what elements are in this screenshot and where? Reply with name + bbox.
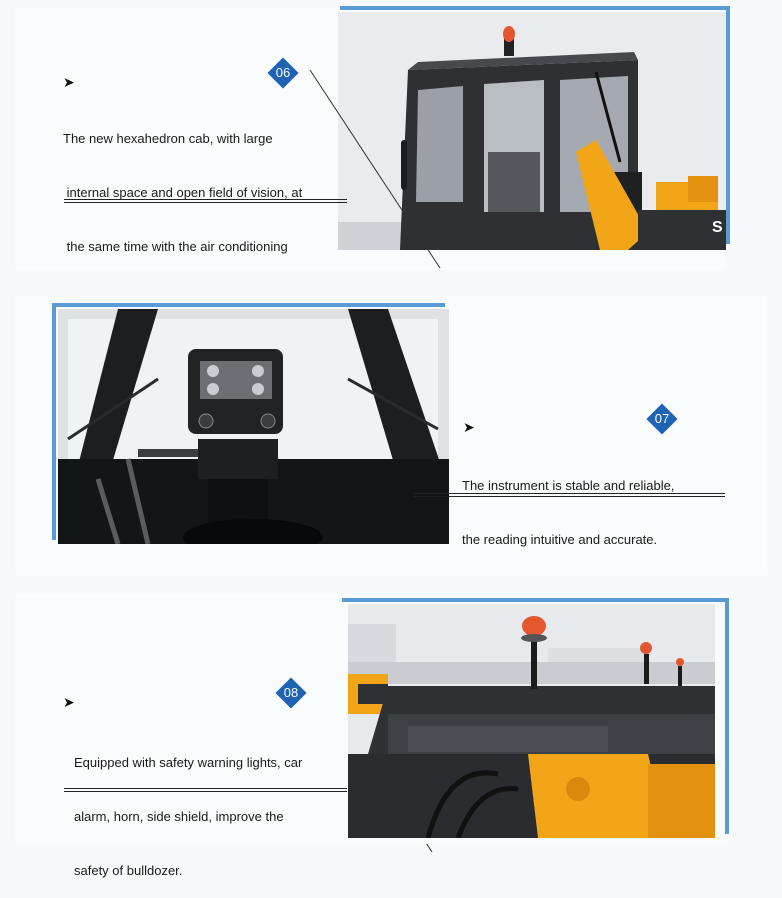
section-06-arrow-icon: ➤: [63, 74, 75, 90]
section-07-frame-left: [52, 303, 56, 540]
section-07-badge: [646, 403, 677, 434]
section-06-line-2: internal space and open field of vision, at: [63, 185, 303, 200]
section-08-description: [74, 718, 334, 898]
section-06-divider: [64, 199, 347, 203]
section-07-line-1: The instrument is stable and reliable,: [462, 478, 675, 493]
section-07-frame-top: [52, 303, 445, 307]
section-08-divider: [64, 788, 347, 792]
section-08-line-3: safety of bulldozer.: [74, 863, 183, 878]
cab-interior-photo: [58, 309, 449, 544]
section-06-line-1: The new hexahedron cab, with large: [63, 131, 273, 146]
section-08-frame-right: [725, 598, 729, 834]
section-08-arrow-icon: ➤: [63, 694, 75, 710]
section-06-number: 06: [275, 65, 291, 80]
section-08-line-2: alarm, horn, side shield, improve the: [74, 809, 284, 824]
section-08-badge: [275, 677, 306, 708]
section-08-line-1: Equipped with safety warning lights, car: [74, 755, 303, 770]
section-07-number: 07: [654, 411, 670, 426]
section-06-badge: [267, 57, 298, 88]
section-08-number: 08: [283, 685, 299, 700]
section-07-line-2: the reading intuitive and accurate.: [462, 532, 658, 547]
section-07-divider: [414, 493, 725, 497]
section-06-line-3: the same time with the air conditioning: [63, 239, 288, 254]
cab-logo-text: S: [712, 219, 723, 236]
warning-lights-photo: [348, 604, 715, 838]
section-08-frame-top: [342, 598, 729, 602]
section-07-arrow-icon: ➤: [463, 419, 475, 435]
section-07-description: [462, 441, 742, 567]
